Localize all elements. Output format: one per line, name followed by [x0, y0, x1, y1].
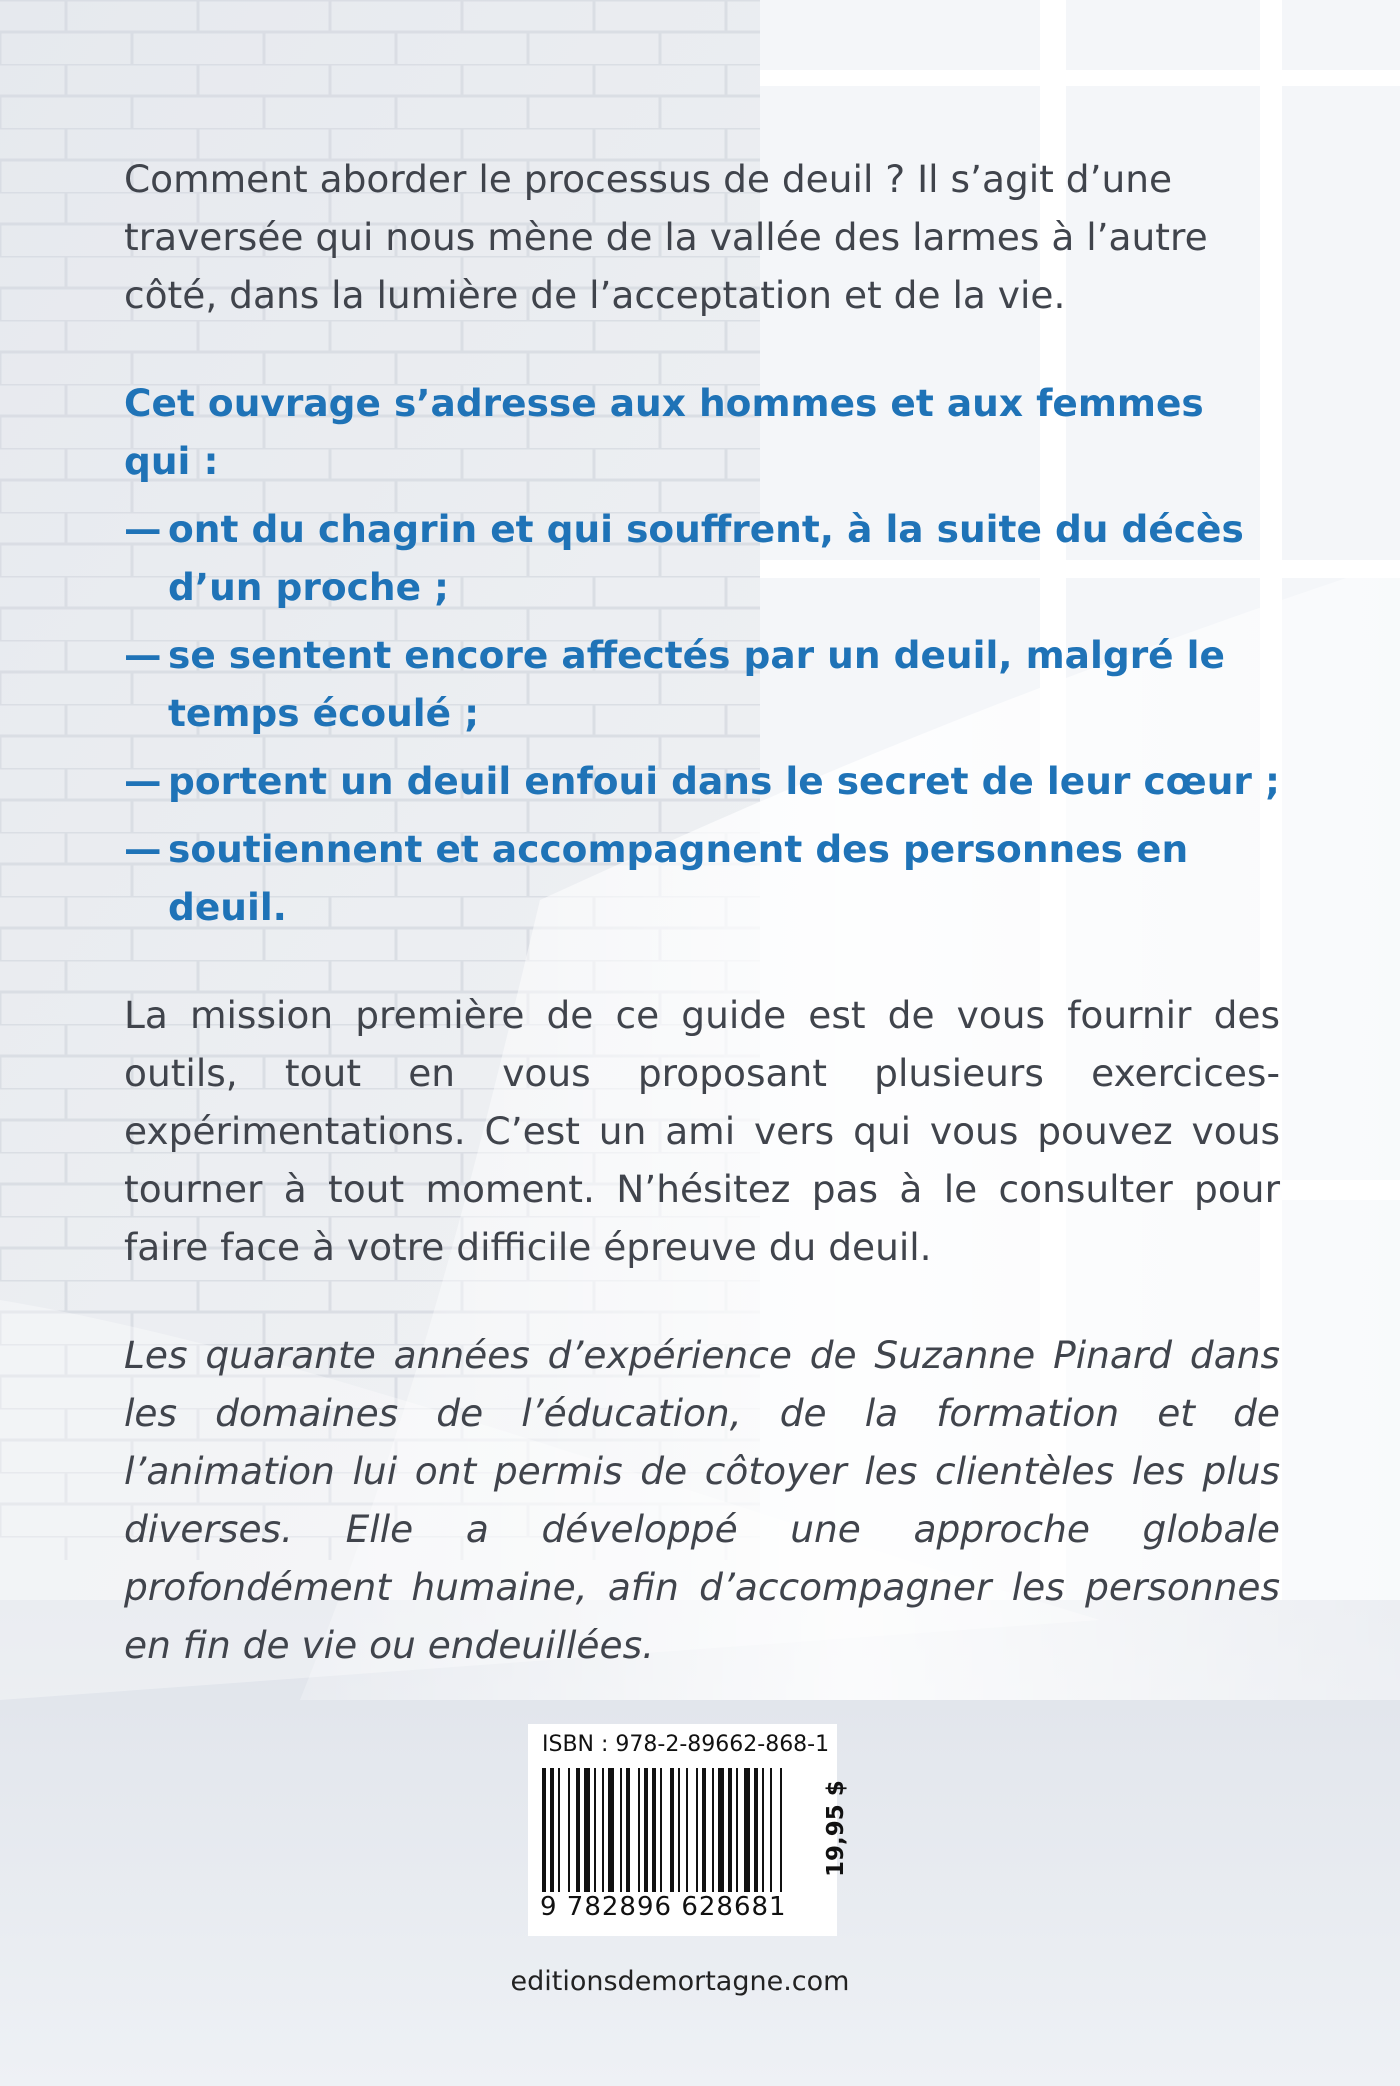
dash: — — [124, 827, 162, 871]
audience-item — [124, 752, 1280, 810]
audience-item — [124, 500, 1280, 616]
audience-item-text: ont du chagrin et qui souffrent, à la suite du décès d’un proche ; — [168, 507, 1244, 609]
author-bio: Les quarante années d’expérience de Suzanne Pinard dans les domaines de l’éducation, de la formation et de l’animation lui ont permis de côtoyer les clientèles les plus diverses. Elle a développé une approche globale profondément humaine, afin d’accompagner les personnes en fin de vie ou endeuillées. — [124, 1333, 1280, 1667]
barcode-icon — [542, 1768, 790, 1892]
audience-item-text: se sentent encore affectés par un deuil, malgré le temps écoulé ; — [168, 633, 1225, 735]
intro-paragraph: Comment aborder le processus de deuil ? Il s’agit d’une traversée qui nous mène de la vallée des larmes à l’autre côté, dans la lumière de l’acceptation et de la vie. — [124, 157, 1208, 317]
audience-item-text: soutiennent et accompagnent des personnes en deuil. — [168, 827, 1189, 929]
audience-item — [124, 626, 1280, 742]
dash: — — [124, 507, 162, 551]
dash: — — [124, 759, 162, 803]
back-cover-text — [124, 150, 1280, 1674]
barcode-box — [528, 1724, 849, 1936]
audience-item — [124, 820, 1280, 936]
price: 19,95 $ — [823, 1780, 849, 1877]
audience-title: Cet ouvrage s’adresse aux hommes et aux femmes qui : — [124, 381, 1204, 483]
mission-paragraph: La mission première de ce guide est de vous fournir des outils, tout en vous proposant plusieurs exercices-expérimentations. C’est un ami vers qui vous pouvez vous tourner à tout moment. N’hésitez pas à le consulter pour faire face à votre difficile épreuve du deuil. — [124, 993, 1280, 1269]
audience-item-text: portent un deuil enfoui dans le secret de leur cœur ; — [168, 759, 1280, 803]
audience-section — [124, 374, 1280, 936]
publisher-website: editionsdemortagne.com — [510, 1966, 850, 1997]
barcode-digits: 9 782896 628681 — [540, 1892, 787, 1922]
dash: — — [124, 633, 162, 677]
isbn-label: ISBN : 978-2-89662-868-1 — [542, 1732, 830, 1757]
